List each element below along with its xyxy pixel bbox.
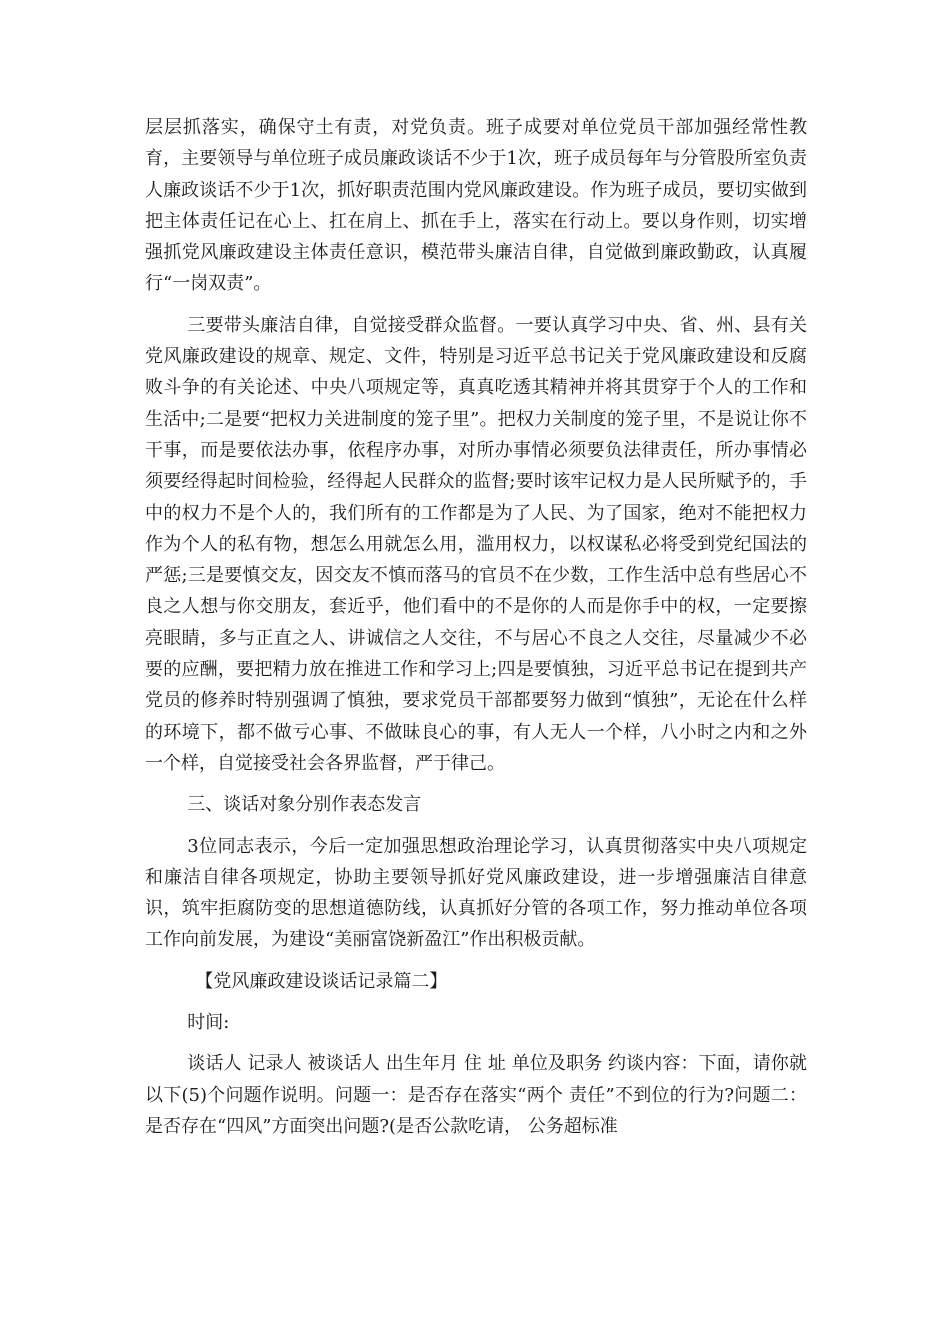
document-page — [145, 112, 807, 1142]
record-title-part-two: 【党风廉政建设谈话记录篇二】 — [195, 970, 448, 992]
paragraph-responsibility: 层层抓落实，确保守土有责，对党负责。班子成要对单位党员干部加强经常性教育，主要领导与单位班子成员廉政谈话不少于1次，班子成员每年与分管股所室负责人廉政谈话不少于1次，抓好职责范围内党风廉政建设。作为班子成员，要切实做到把主体责任记在心上、扛在肩上、抓在手上，落实在行动上。要以身作则，切实增强抓党风廉政建设主体责任意识，模范带头廉洁自律，自觉做到廉政勤政，认真履行“一岗双责”。 — [145, 117, 807, 295]
paragraph-self-discipline: 三要带头廉洁自律，自觉接受群众监督。一要认真学习中央、省、州、县有关党风廉政建设的规章、规定、文件，特别是习近平总书记关于党风廉政建设和反腐败斗争的有关论述、中央八项规定等，真真吃透其精神并将其贯穿于个人的工作和生活中;二是要“把权力关进制度的笼子里”。把权力关制度的笼子里，不是说让你不干事，而是要依法办事，依程序办事，对所办事情必须要负法律责任，所办事情必须要经得起时间检验，经得起人民群众的监督;要时该牢记权力是人民所赋予的，手中的权力不是个人的，我们所有的工作都是为了人民、为了国家，绝对不能把权力作为个人的私有物，想怎么用就怎么用，滥用权力，以权谋私必将受到党纪国法的严惩;三是要慎交友，因交友不慎而落马的官员不在少数，工作生活中总有些居心不良之人想与你交朋友，套近乎，他们看中的不是你的人而是你手中的权，一定要擦亮眼睛，多与正直之人、讲诚信之人交往，不与居心不良之人交往，尽量减少不必要的应酬，要把精力放在推进工作和学习上;四是要慎独，习近平总书记在提到共产党员的修养时特别强调了慎独，要求党员干部都要努力做到“慎独”，无论在什么样的环境下，都不做亏心事、不做昧良心的事，有人无人一个样，八小时之内和之外一个样，自觉接受社会各界监督，严于律己。 — [145, 314, 807, 774]
paragraph-statements: 3位同志表示，今后一定加强思想政治理论学习，认真贯彻落实中央八项规定和廉洁自律各项规定，协助主要领导抓好党风廉政建设，进一步增强廉洁自律意识，筑牢拒腐防变的思想道德防线，认真抓好分管的各项工作，努力推动单位各项工作向前发展，为建设“美丽富饶新盈江”作出积极贡献。 — [145, 835, 807, 951]
paragraph-interview-content: 谈话人 记录人 被谈话人 出生年月 住 址 单位及职务 约谈内容：下面，请你就以下(5)个问题作说明。问题一：是否存在落实“两个 责任”不到位的行为?问题二：是否存在“四风”方面突出问题?(是否公款吃请， 公务超标准 — [145, 1053, 807, 1137]
record-time-label: 时间: — [187, 1012, 230, 1034]
section-heading-statements: 三、谈话对象分别作表态发言 — [187, 794, 422, 816]
